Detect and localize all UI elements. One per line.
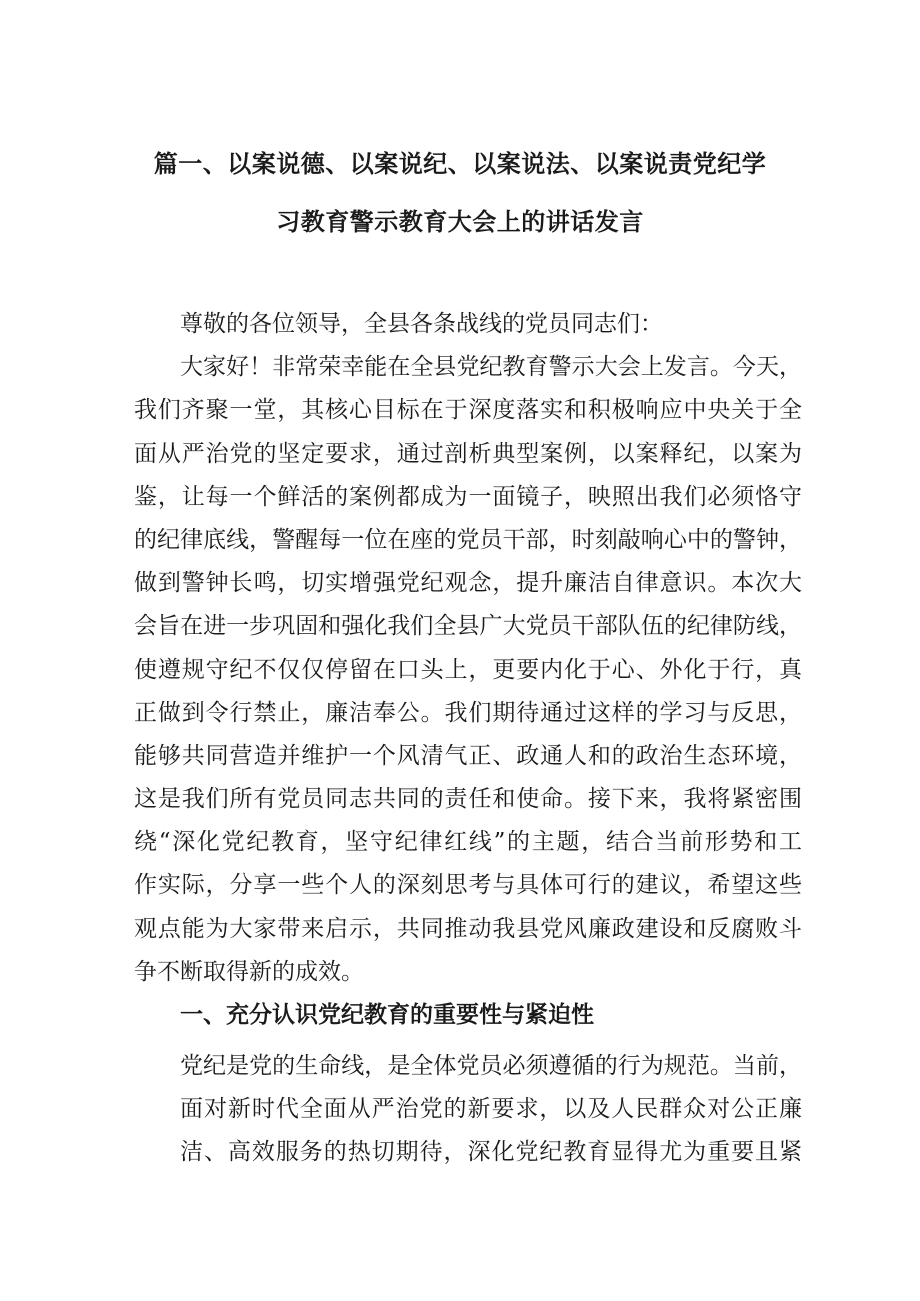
paragraph-line: 洁、高效服务的热切期待，深化党纪教育显得尤为重要且紧 xyxy=(180,1139,802,1166)
speech-body xyxy=(134,303,802,1037)
paragraph-line: 争不断取得新的成效。 xyxy=(134,958,364,985)
document-title-line-1: 篇一、以案说德、以案说纪、以案说法、以案说责党纪学 xyxy=(153,150,767,178)
paragraph-line: 做到警钟长鸣，切实增强党纪观念，提升廉洁自律意识。本次大 xyxy=(134,570,802,597)
paragraph-line: 正做到令行禁止，廉洁奉公。我们期待通过这样的学习与反思， xyxy=(134,699,802,726)
paragraph-line: 党纪是党的生命线，是全体党员必须遵循的行为规范。当前， xyxy=(180,1053,802,1079)
document-title-line-2: 习教育警示教育大会上的讲话发言 xyxy=(276,208,644,236)
paragraph-line: 能够共同营造并维护一个风清气正、政通人和的政治生态环境， xyxy=(134,742,802,769)
section-heading-1: 一、充分认识党纪教育的重要性与紧迫性 xyxy=(180,1002,594,1028)
paragraph-line: 鉴，让每一个鲜活的案例都成为一面镜子，映照出我们必须恪守 xyxy=(134,483,802,510)
paragraph-line: 面对新时代全面从严治党的新要求，以及人民群众对公正廉 xyxy=(180,1096,802,1123)
paragraph-line: 面从严治党的坚定要求，通过剖析典型案例，以案释纪，以案为 xyxy=(134,440,802,467)
paragraph-line: 绕“深化党纪教育，坚守纪律红线”的主题，结合当前形势和工 xyxy=(134,829,802,856)
paragraph-1 xyxy=(134,346,802,994)
paragraph-2 xyxy=(134,1045,802,1175)
paragraph-line: 会旨在进一步巩固和强化我们全县广大党员干部队伍的纪律防线， xyxy=(134,613,802,640)
paragraph-line: 使遵规守纪不仅仅停留在口头上，更要内化于心、外化于行，真 xyxy=(134,656,802,683)
paragraph-line: 的纪律底线，警醒每一位在座的党员干部，时刻敲响心中的警钟， xyxy=(134,526,802,553)
paragraph-line: 我们齐聚一堂，其核心目标在于深度落实和积极响应中央关于全 xyxy=(134,397,802,424)
paragraph-line: 观点能为大家带来启示，共同推动我县党风廉政建设和反腐败斗 xyxy=(134,915,802,942)
paragraph-line: 大家好！非常荣幸能在全县党纪教育警示大会上发言。今天， xyxy=(180,354,802,381)
greeting-line: 尊敬的各位领导，全县各条战线的党员同志们： xyxy=(180,311,663,337)
paragraph-line: 这是我们所有党员同志共同的责任和使命。接下来，我将紧密围 xyxy=(134,786,802,813)
paragraph-line: 作实际，分享一些个人的深刻思考与具体可行的建议，希望这些 xyxy=(134,872,802,899)
